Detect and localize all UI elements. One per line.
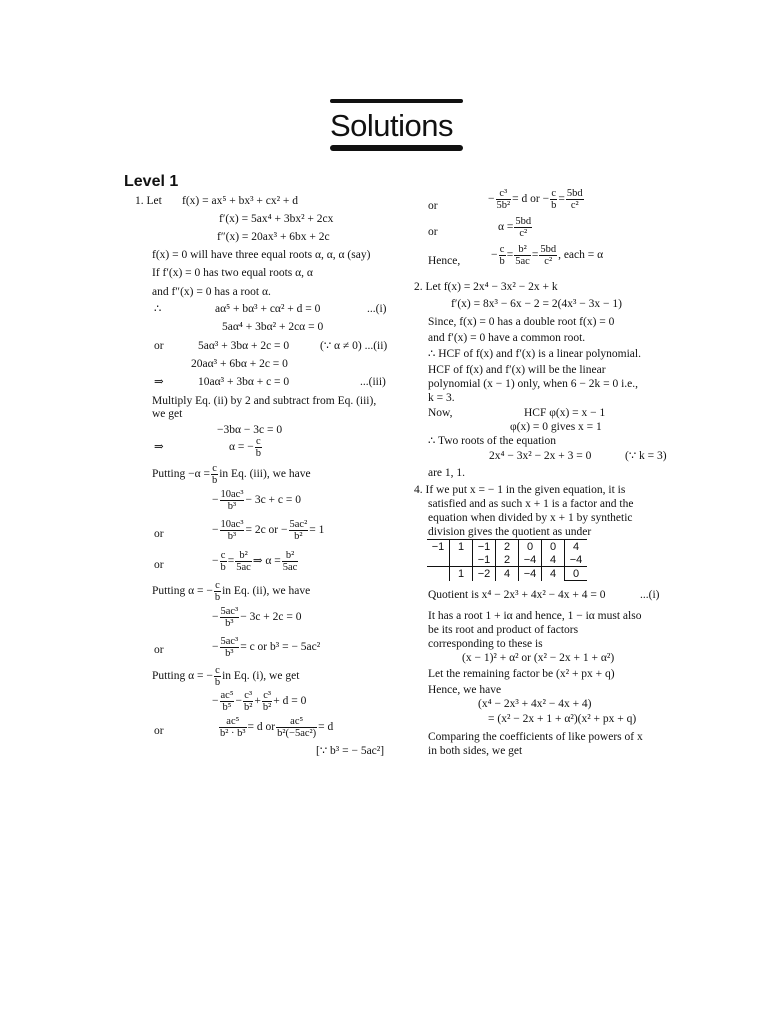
equation-ref: (∵ α ≠ 0) ...(ii)	[320, 340, 388, 352]
or-label: or	[154, 340, 164, 352]
numerator: b²	[514, 244, 531, 256]
fraction	[214, 665, 221, 688]
fraction	[514, 216, 532, 239]
fraction	[243, 690, 253, 713]
numerator: c	[215, 665, 220, 676]
or-label: or	[154, 559, 164, 571]
minus-sign: −	[212, 611, 219, 624]
numerator: c³	[244, 690, 253, 701]
equation-ref: ...(i)	[640, 589, 660, 601]
denominator: c²	[544, 256, 553, 267]
numerator: 10ac³	[220, 519, 244, 530]
or-label: or	[154, 528, 164, 540]
fraction	[219, 716, 247, 739]
equation-part: +	[254, 695, 261, 708]
fraction	[566, 188, 584, 211]
equation	[212, 636, 320, 659]
equation-part: ⇒ α =	[252, 555, 281, 568]
equation	[218, 716, 333, 739]
text-line: equation when divided by x + 1 by synthetic	[428, 512, 633, 524]
table-row	[427, 567, 587, 581]
text-line: Since, f(x) = 0 has a double root f(x) = 0	[428, 316, 615, 328]
or-label: or	[154, 725, 164, 737]
numerator: c	[551, 188, 557, 199]
table-cell	[450, 553, 473, 567]
text-part: Putting −α =	[152, 468, 210, 481]
minus-sign: −	[488, 193, 495, 206]
denominator: b	[499, 256, 505, 267]
hence-label: Hence,	[428, 255, 461, 267]
numerator: 5bd	[566, 188, 583, 199]
numerator: c	[220, 550, 226, 561]
text-line	[152, 580, 310, 603]
fraction	[262, 690, 272, 713]
text-line: Multiply Eq. (ii) by 2 and subtract from Eq. (iii),	[152, 395, 377, 407]
table-cell: 0	[519, 540, 542, 554]
equation-part: = 2c or −	[245, 524, 288, 537]
equation	[212, 489, 301, 512]
numerator: ac⁵	[276, 716, 317, 728]
text-line: Comparing the coefficients of like powers of x	[428, 731, 643, 743]
fraction	[220, 636, 240, 659]
text-part: in Eq. (ii), we have	[222, 585, 311, 598]
numerator: c	[212, 463, 217, 474]
equation-part: − 3c + c = 0	[245, 494, 302, 507]
text-line: satisfied and as such x + 1 is a factor and the	[428, 498, 634, 510]
text-line: and f′(x) = 0 have a common root.	[428, 332, 586, 344]
equation: (x⁴ − 2x³ + 4x² − 4x + 4)	[478, 698, 592, 710]
table-cell: 4	[565, 540, 588, 554]
denominator: 5ac	[282, 562, 298, 573]
page-title: Solutions	[330, 108, 454, 143]
equation-part: =	[227, 555, 235, 568]
table-cell: 4	[542, 567, 565, 581]
equation	[212, 550, 299, 573]
table-row	[427, 553, 587, 567]
text-line: ∴ HCF of f(x) and f′(x) is a linear polynomial.	[428, 348, 641, 360]
fraction	[539, 244, 557, 267]
equation	[498, 216, 533, 239]
denominator: b² · b³	[220, 728, 246, 739]
denominator: 5ac	[515, 256, 530, 267]
item-1-label: 1. Let	[135, 195, 162, 207]
equation-note: [∵ b³ = − 5ac²]	[316, 745, 385, 757]
minus-sign: −	[212, 695, 219, 708]
numerator: 5ac³	[220, 606, 239, 617]
denominator: b³	[227, 531, 237, 542]
text-line: are 1, 1.	[428, 467, 466, 479]
denominator: b	[214, 592, 221, 603]
fraction	[220, 606, 240, 629]
text-line: be its root and product of factors	[428, 624, 579, 636]
equation: aα⁵ + bα³ + cα² + d = 0	[215, 303, 321, 315]
denominator: b	[211, 475, 218, 486]
equation: f′(x) = 5ax⁴ + 3bx² + 2cx	[219, 213, 334, 225]
text-line: Let the remaining factor be (x² + px + q)	[428, 668, 615, 680]
equation-part: = d or	[247, 721, 276, 734]
text-line: in both sides, we get	[428, 745, 523, 757]
now-label: Now,	[428, 407, 453, 419]
minus-sign: −	[212, 524, 219, 537]
minus-sign: −	[212, 494, 219, 507]
equation-ref: ...(iii)	[360, 376, 386, 388]
equation	[212, 606, 302, 629]
minus-sign: −	[212, 555, 219, 568]
table-cell: −4	[519, 567, 542, 581]
table-cell	[427, 567, 450, 581]
fraction	[220, 550, 227, 573]
title-bottom-bar	[330, 145, 463, 151]
text-line: corresponding to these is	[428, 638, 543, 650]
equation	[212, 690, 306, 713]
equation: 20aα³ + 6bα + 2c = 0	[191, 358, 288, 370]
equation: HCF φ(x) = x − 1	[524, 407, 606, 419]
text-line	[152, 665, 299, 688]
equation	[212, 519, 324, 542]
numerator: ac⁵	[219, 716, 247, 728]
equation-part: =	[506, 249, 514, 262]
table-cell: −1	[473, 540, 496, 554]
table-cell: 0	[542, 540, 565, 554]
table-cell: −4	[565, 553, 588, 567]
denominator: b³	[225, 618, 234, 629]
equation: f(x) = ax⁵ + bx³ + cx² + d	[182, 195, 299, 207]
fraction	[255, 436, 262, 459]
equation	[491, 244, 603, 267]
equation-part: = 1	[309, 524, 325, 537]
table-cell: −1	[427, 540, 450, 554]
table-cell: 1	[450, 540, 473, 554]
table-cell: −4	[519, 553, 542, 567]
numerator: c³	[496, 188, 512, 200]
table-cell: −2	[473, 567, 496, 581]
denominator: b	[220, 562, 226, 573]
synthetic-division-table	[427, 539, 587, 581]
text-line: polynomial (x − 1) only, when 6 − 2k = 0 i.e.,	[428, 378, 639, 390]
equation: = (x² − 2x + 1 + α²)(x² + px + q)	[488, 713, 637, 725]
table-cell: 2	[496, 553, 519, 567]
fraction	[282, 550, 299, 573]
equation-part: = d or −	[512, 193, 550, 206]
equation-note: (∵ k = 3)	[625, 450, 667, 462]
numerator: c³	[263, 690, 271, 701]
equation-part: = c or b³ = − 5ac²	[240, 641, 321, 654]
equation	[488, 188, 585, 211]
fraction	[214, 580, 221, 603]
text-line: f(x) = 0 will have three equal roots α, α, α (say)	[152, 249, 371, 261]
numerator: 5bd	[540, 244, 557, 255]
numerator: b²	[235, 550, 252, 562]
denominator: 5b²	[496, 200, 511, 211]
fraction	[550, 188, 557, 211]
equation-part: −	[235, 695, 242, 708]
denominator: b	[255, 448, 261, 459]
numerator: 10ac³	[220, 489, 244, 500]
minus-sign: −	[491, 249, 498, 262]
or-label: or	[428, 200, 438, 212]
text-line: k = 3.	[428, 392, 455, 404]
equation-part: , each = α	[558, 249, 604, 262]
denominator: b²	[262, 702, 272, 713]
table-cell: 1	[450, 567, 473, 581]
denominator: 5ac	[236, 562, 251, 573]
numerator: c	[256, 436, 261, 447]
text-line: HCF of f(x) and f′(x) will be the linear	[428, 364, 606, 376]
minus-sign: −	[212, 641, 219, 654]
section-heading: Level 1	[124, 173, 179, 190]
text-line: Hence, we have	[428, 684, 502, 696]
denominator: b³	[227, 501, 237, 512]
table-cell: 4	[496, 567, 519, 581]
table-cell: −1	[473, 553, 496, 567]
denominator: c²	[570, 200, 579, 211]
fraction	[499, 244, 506, 267]
equation-part: − 3c + 2c = 0	[240, 611, 302, 624]
numerator: c	[499, 244, 505, 255]
equation-part: =	[558, 193, 565, 206]
or-label: or	[154, 644, 164, 656]
denominator: b	[551, 200, 557, 211]
table-cell	[427, 553, 450, 567]
denominator: b⁵	[222, 702, 232, 713]
title-top-bar	[330, 99, 463, 103]
fraction	[235, 550, 252, 573]
equation-part: =	[531, 249, 539, 262]
text-line	[152, 463, 311, 486]
table-cell-remainder: 0	[565, 567, 588, 581]
text-line: division gives the quotient as under	[428, 526, 592, 538]
equation: 2x⁴ − 3x² − 2x + 3 = 0	[489, 450, 592, 462]
item-4-text: 4. If we put x = − 1 in the given equation, it is	[414, 484, 626, 496]
equation: Quotient is x⁴ − 2x³ + 4x² − 4x + 4 = 0	[428, 589, 606, 601]
text-part: Putting α = −	[152, 670, 213, 683]
table-row	[427, 540, 587, 554]
equation: (x − 1)² + α² or (x² − 2x + 1 + α²)	[462, 652, 615, 664]
equation-ref: ...(i)	[367, 303, 387, 315]
fraction	[220, 489, 245, 512]
equation: 5aα⁴ + 3bα² + 2cα = 0	[222, 321, 324, 333]
equation: 10aα³ + 3bα + c = 0	[198, 376, 290, 388]
numerator: 5ac³	[220, 636, 239, 647]
text-part: Putting α = −	[152, 585, 213, 598]
numerator: 5ac²	[289, 519, 308, 530]
numerator: b²	[282, 550, 299, 562]
text-part: in Eq. (i), we get	[222, 670, 300, 683]
equation-part: + d = 0	[273, 695, 307, 708]
equation-part: α =	[498, 221, 514, 234]
fraction	[211, 463, 218, 486]
fraction	[496, 188, 512, 211]
denominator: b²(−5ac²)	[277, 728, 317, 739]
table-cell: 2	[496, 540, 519, 554]
denominator: b²	[294, 531, 303, 542]
equation: 5aα³ + 3bα + 2c = 0	[198, 340, 290, 352]
numerator: c	[215, 580, 220, 591]
text-part: in Eq. (iii), we have	[219, 468, 311, 481]
equation: φ(x) = 0 gives x = 1	[510, 421, 602, 433]
or-label: or	[428, 226, 438, 238]
denominator: b²	[243, 702, 253, 713]
fraction	[220, 519, 245, 542]
equation: −3bα − 3c = 0	[217, 424, 283, 436]
text-line: It has a root 1 + iα and hence, 1 − iα must also	[428, 610, 642, 622]
denominator: b³	[225, 648, 234, 659]
equation: f′(x) = 8x³ − 6x − 2 = 2(4x³ − 3x − 1)	[451, 298, 622, 310]
text-line: we get	[152, 408, 183, 420]
table-cell: 4	[542, 553, 565, 567]
denominator: b	[214, 677, 221, 688]
equation-part: = d	[318, 721, 334, 734]
numerator: 5bd	[515, 216, 532, 227]
fraction	[276, 716, 317, 739]
implies-symbol: ⇒	[154, 376, 164, 388]
fraction	[220, 690, 235, 713]
numerator: ac⁵	[220, 690, 234, 701]
fraction	[514, 244, 531, 267]
item-2-text: 2. Let f(x) = 2x⁴ − 3x² − 2x + k	[414, 281, 558, 293]
denominator: c²	[519, 228, 528, 239]
text-line: and f″(x) = 0 has a root α.	[152, 286, 271, 298]
implies-symbol: ⇒	[154, 441, 164, 453]
therefore-symbol: ∴	[154, 303, 162, 315]
equation-part: α = −	[229, 441, 254, 454]
fraction	[289, 519, 309, 542]
text-line: ∴ Two roots of the equation	[428, 435, 556, 447]
equation: f″(x) = 20ax³ + 6bx + 2c	[217, 231, 330, 243]
text-line: If f′(x) = 0 has two equal roots α, α	[152, 267, 313, 279]
equation	[229, 436, 263, 459]
